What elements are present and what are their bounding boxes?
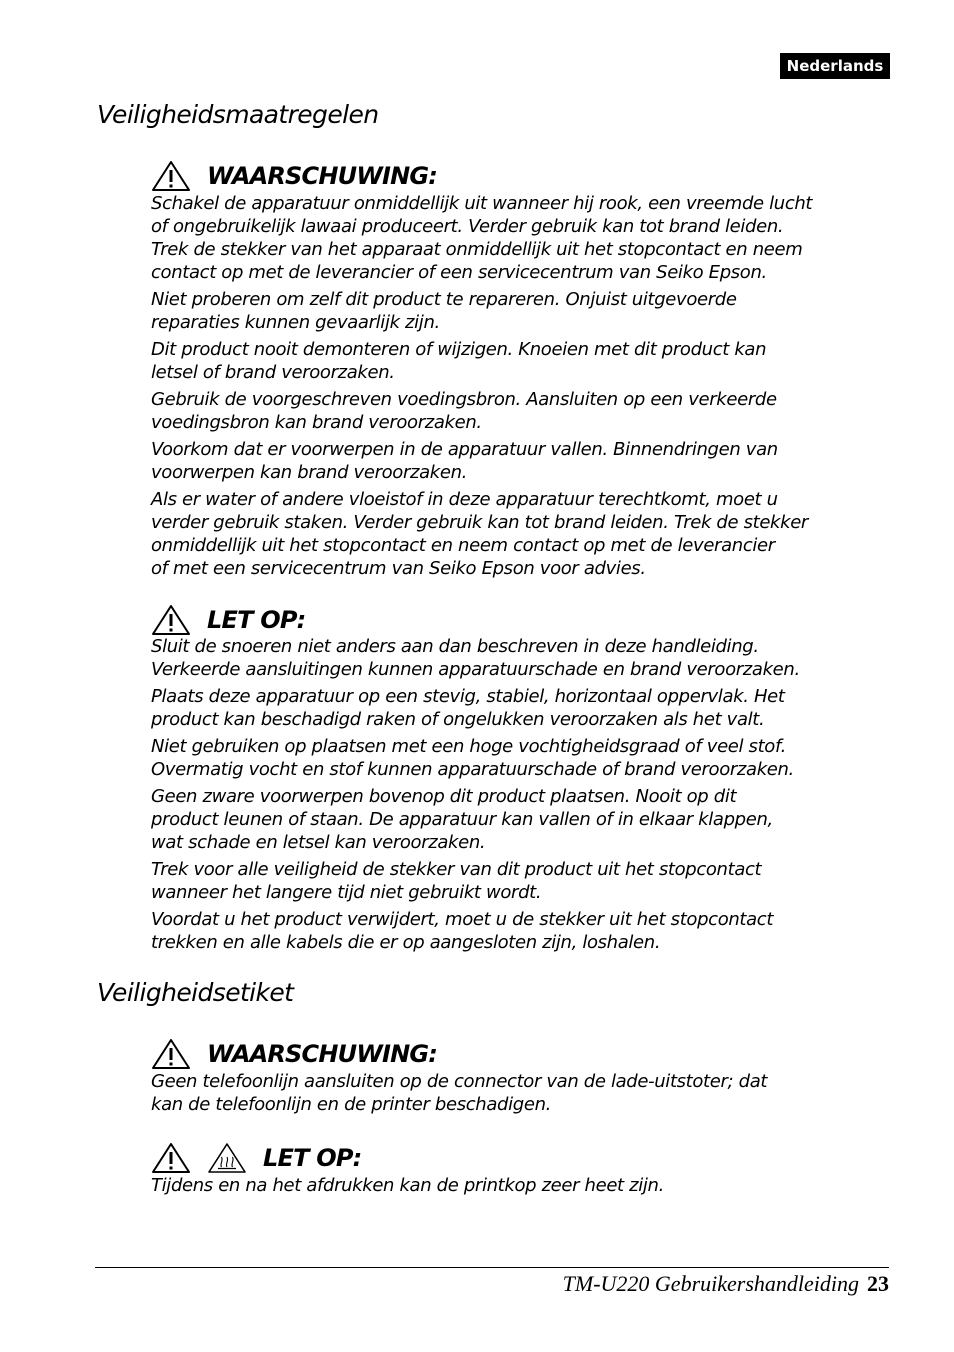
caution-header [151,604,305,636]
warning-paragraph [151,1070,896,1116]
text-line: trekken en alle kabels die er op aangesloten zijn, loshalen. [151,932,661,953]
text-line: Voorkom dat er voorwerpen in de apparatuur vallen. Binnendringen van [151,439,778,460]
caution-title: LET OP: [207,606,306,634]
footer [563,1271,889,1297]
caution-text-block [151,635,896,958]
text-line: Overmatig vocht en stof kunnen apparatuurschade of brand veroorzaken. [151,759,794,780]
caution-header [151,1142,361,1174]
caution-paragraph [151,908,896,954]
page-number: 23 [867,1271,889,1296]
caution-text-block [151,1174,896,1201]
warning-paragraph [151,438,896,484]
text-line: Plaats deze apparatuur op een stevig, stabiel, horizontaal oppervlak. Het [151,686,785,707]
warning-title: WAARSCHUWING: [207,1040,438,1068]
caution-paragraph [151,785,896,854]
text-line: Sluit de snoeren niet anders aan dan beschreven in deze handleiding. [151,636,759,657]
text-line: verder gebruik staken. Verder gebruik kan tot brand leiden. Trek de stekker [151,512,808,533]
warning-text-block [151,192,896,584]
section-heading-safety-measures: Veiligheidsmaatregelen [97,100,379,129]
text-line: Dit product nooit demonteren of wijzigen. Knoeien met dit product kan [151,339,767,360]
text-line: Gebruik de voorgeschreven voedingsbron. Aansluiten op een verkeerde [151,389,777,410]
text-line: Tijdens en na het afdrukken kan de printkop zeer heet zijn. [151,1175,664,1196]
text-line: Trek voor alle veiligheid de stekker van dit product uit het stopcontact [151,859,762,880]
text-line: Als er water of andere vloeistof in deze apparatuur terechtkomt, moet u [151,489,778,510]
warning-paragraph [151,192,896,284]
text-line: voedingsbron kan brand veroorzaken. [151,412,482,433]
text-line: contact op met de leverancier of een servicecentrum van Seiko Epson. [151,262,767,283]
caution-paragraph [151,735,896,781]
language-tab: Nederlands [780,53,890,79]
text-line: Voordat u het product verwijdert, moet u de stekker uit het stopcontact [151,909,774,930]
text-line: onmiddellijk uit het stopcontact en neem contact op met de leverancier [151,535,775,556]
caution-paragraph [151,858,896,904]
warning-triangle-icon [151,1038,191,1070]
footer-rule [95,1267,889,1268]
manual-title: TM-U220 Gebruikershandleiding [562,1271,859,1296]
text-line: letsel of brand veroorzaken. [151,362,395,383]
warning-triangle-icon [151,604,191,636]
warning-header [151,160,437,192]
caution-paragraph [151,1174,896,1197]
text-line: Niet gebruiken op plaatsen met een hoge vochtigheidsgraad of veel stof. [151,736,786,757]
section-heading-safety-label: Veiligheidsetiket [97,978,294,1007]
warning-triangle-icon [151,160,191,192]
text-line: of ongebruikelijk lawaai produceert. Verder gebruik kan tot brand leiden. [151,216,784,237]
warning-triangle-icon [151,1142,191,1174]
text-line: voorwerpen kan brand veroorzaken. [151,462,468,483]
text-line: Geen zware voorwerpen bovenop dit product plaatsen. Nooit op dit [151,786,737,807]
text-line: Geen telefoonlijn aansluiten op de connector van de lade-uitstoter; dat [151,1071,768,1092]
warning-paragraph [151,488,896,580]
warning-paragraph [151,338,896,384]
text-line: Schakel de apparatuur onmiddellijk uit wanneer hij rook, een vreemde lucht [151,193,813,214]
warning-header [151,1038,437,1070]
warning-title: WAARSCHUWING: [207,162,438,190]
warning-paragraph [151,388,896,434]
text-line: Trek de stekker van het apparaat onmiddellijk uit het stopcontact en neem [151,239,803,260]
text-line: of met een servicecentrum van Seiko Epson voor advies. [151,558,646,579]
warning-text-block [151,1070,896,1120]
text-line: wat schade en letsel kan veroorzaken. [151,832,486,853]
hot-surface-icon [207,1142,247,1174]
caution-title: LET OP: [263,1144,362,1172]
text-line: Niet proberen om zelf dit product te repareren. Onjuist uitgevoerde [151,289,737,310]
text-line: product kan beschadigd raken of ongelukken veroorzaken als het valt. [151,709,765,730]
caution-paragraph [151,635,896,681]
warning-paragraph [151,288,896,334]
text-line: reparaties kunnen gevaarlijk zijn. [151,312,440,333]
text-line: wanneer het langere tijd niet gebruikt wordt. [151,882,542,903]
caution-paragraph [151,685,896,731]
text-line: kan de telefoonlijn en de printer beschadigen. [151,1094,552,1115]
text-line: product leunen of staan. De apparatuur kan vallen of in elkaar klappen, [151,809,773,830]
text-line: Verkeerde aansluitingen kunnen apparatuurschade en brand veroorzaken. [151,659,800,680]
